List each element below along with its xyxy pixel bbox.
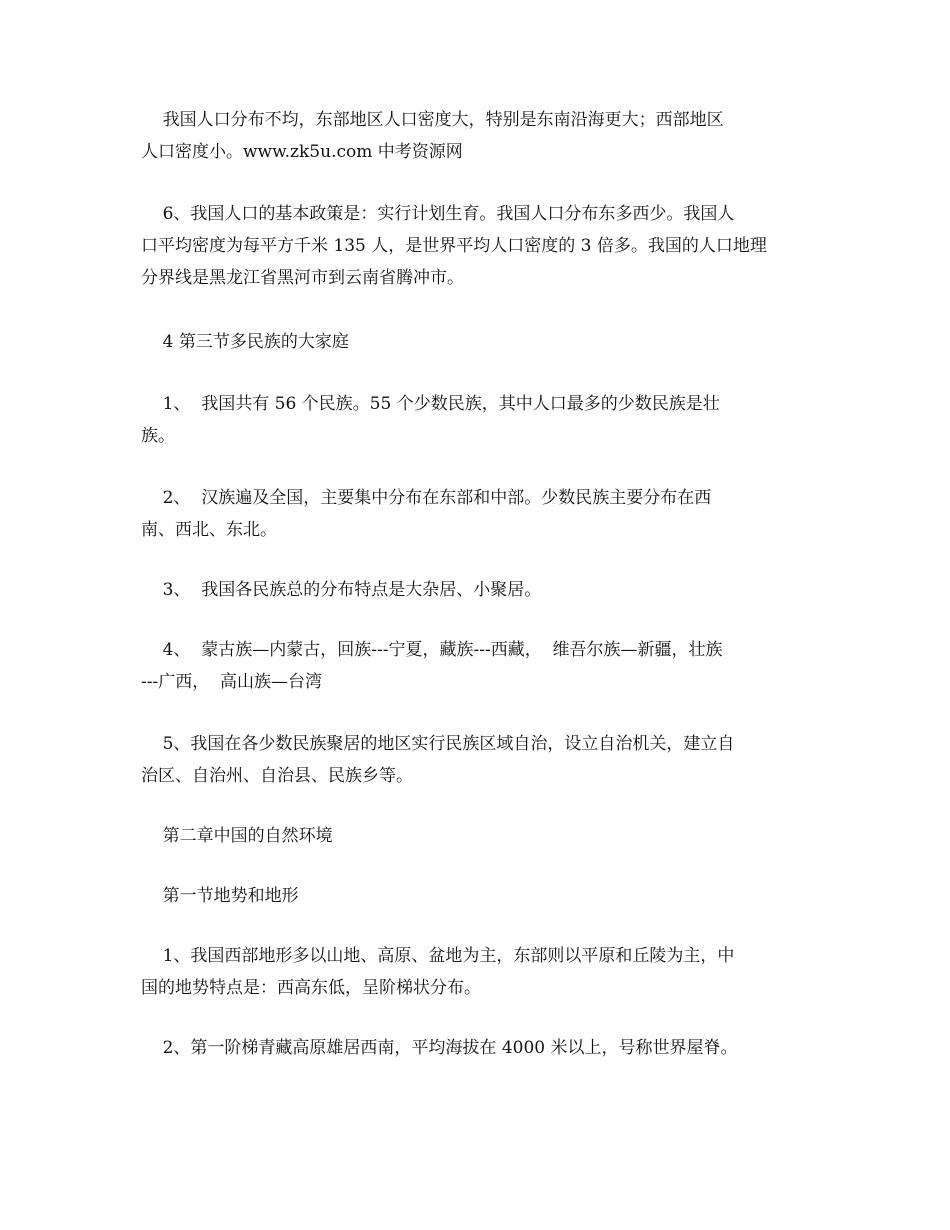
text-line: 人口密度小。www.zk5u.com 中考资源网 bbox=[141, 142, 463, 162]
paragraph-ethnic-count bbox=[141, 388, 813, 452]
chapter-heading-natural-environment bbox=[141, 820, 813, 852]
text-line: 分界线是黑龙江省黑河市到云南省腾冲市。 bbox=[141, 268, 464, 288]
text-line: 国的地势特点是：西高东低，呈阶梯状分布。 bbox=[141, 978, 481, 998]
text-line: 3、 我国各民族总的分布特点是大杂居、小聚居。 bbox=[141, 580, 542, 600]
text-line: ---广西， 高山族—台湾 bbox=[141, 672, 323, 692]
paragraph-first-step bbox=[141, 1032, 813, 1064]
text-line: 5、我国在各少数民族聚居的地区实行民族区域自治，设立自治机关，建立自 bbox=[141, 734, 735, 754]
paragraph-terrain-features bbox=[141, 940, 813, 1004]
paragraph-population-distribution bbox=[141, 104, 813, 168]
text-line: 2、 汉族遍及全国，主要集中分布在东部和中部。少数民族主要分布在西 bbox=[141, 488, 712, 508]
paragraph-distribution-feature bbox=[141, 574, 813, 606]
text-line: 第一节地势和地形 bbox=[141, 886, 299, 906]
paragraph-population-policy bbox=[141, 198, 813, 294]
text-line: 4、 蒙古族—内蒙古，回族---宁夏，藏族---西藏， 维吾尔族—新疆，壮族 bbox=[141, 640, 723, 660]
section-heading-ethnic-groups bbox=[141, 326, 813, 358]
text-line: 治区、自治州、自治县、民族乡等。 bbox=[141, 766, 413, 786]
text-line: 我国人口分布不均，东部地区人口密度大，特别是东南沿海更大；西部地区 bbox=[141, 110, 724, 130]
text-line: 南、西北、东北。 bbox=[141, 520, 277, 540]
text-line: 1、我国西部地形多以山地、高原、盆地为主，东部则以平原和丘陵为主，中 bbox=[141, 946, 735, 966]
paragraph-regional-autonomy bbox=[141, 728, 813, 792]
text-line: 1、 我国共有 56 个民族。55 个少数民族，其中人口最多的少数民族是壮 bbox=[141, 394, 720, 414]
text-line: 口平均密度为每平方千米 135 人，是世界平均人口密度的 3 倍多。我国的人口地理 bbox=[141, 236, 767, 256]
text-line: 2、第一阶梯青藏高原雄居西南，平均海拔在 4000 米以上，号称世界屋脊。 bbox=[141, 1038, 738, 1058]
text-line: 第二章中国的自然环境 bbox=[141, 826, 333, 846]
text-line: 族。 bbox=[141, 426, 175, 446]
section-heading-terrain bbox=[141, 880, 813, 912]
text-line: 4 第三节多民族的大家庭 bbox=[141, 332, 349, 352]
paragraph-han-distribution bbox=[141, 482, 813, 546]
text-line: 6、我国人口的基本政策是：实行计划生育。我国人口分布东多西少。我国人 bbox=[141, 204, 735, 224]
paragraph-ethnic-regions bbox=[141, 634, 813, 698]
